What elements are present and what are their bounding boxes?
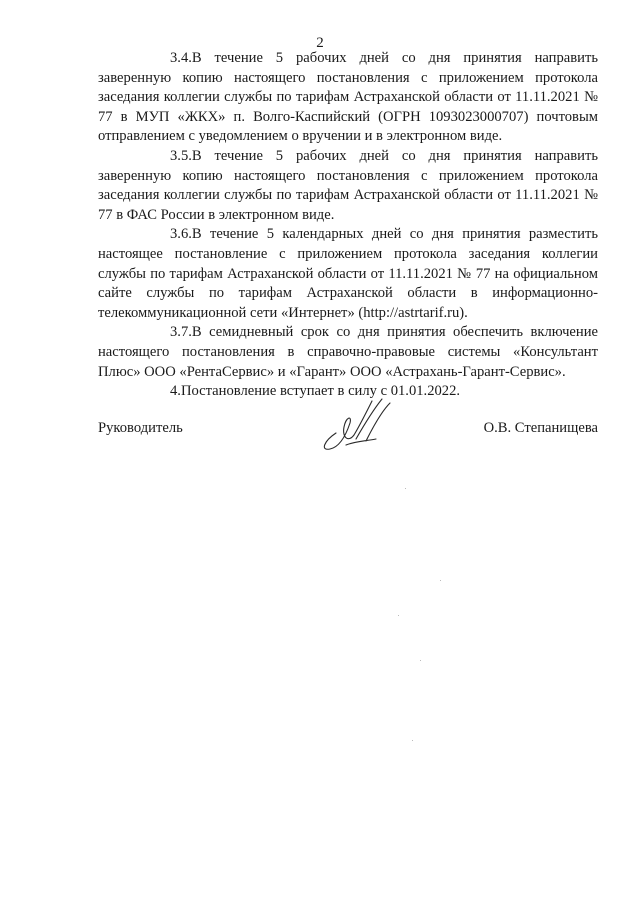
scan-speck [398,615,399,616]
signatory-name: О.В. Степанищева [483,420,598,436]
scan-speck [412,740,413,741]
scan-speck [420,660,421,661]
list-item [98,225,598,323]
list-item [98,323,598,382]
item-text: В течение 5 рабочих дней со дня принятия направить заверенную копию настоящего постановления с приложением протокола заседания коллегии службы по тарифам Астраханской области от 11.11.2021 № 77 в МУП «ЖКХ» п. Волго-Каспийский (ОГРН 1093023000707) почтовым отправлением с уведомлением о вручении и в электронном виде. [98,50,598,145]
scan-speck [405,488,406,489]
list-item [98,49,598,147]
document-body [98,49,598,402]
signature-block [98,395,598,455]
scan-speck [440,580,441,581]
item-text: Постановление вступает в силу с 01.01.2022. [180,383,461,400]
item-number: 4. [170,383,181,400]
page-number: 2 [316,35,324,51]
item-number: 3.4. [170,50,192,66]
handwritten-signature [316,395,396,455]
item-number: 3.6. [170,226,192,243]
item-text: В течение 5 календарных дней со дня принятия разместить настоящее постановление с приложением протокола заседания коллегии службы по тарифам Астраханской области от 11.11.2021 № 77 на официальном сайте службы по тарифам Астраханской области в информационно-телекоммуникационной сети «Интернет» (http://astrtarif.ru). [98,226,598,321]
list-item [98,147,598,225]
item-number: 3.7. [170,324,192,341]
item-number: 3.5. [170,147,192,164]
item-text: В течение 5 рабочих дней со дня принятия направить заверенную копию настоящего постановления с приложением протокола заседания коллегии службы по тарифам Астраханской области от 11.11.2021 № 77 в ФАС России в электронном виде. [98,147,598,223]
item-text: В семидневный срок со дня принятия обеспечить включение настоящего постановления в справочно-правовые системы «Консультант Плюс» ООО «РентаСервис» и «Гарант» ООО «Астрахань-Гарант-Сервис». [98,324,598,380]
signatory-role: Руководитель [98,420,183,436]
